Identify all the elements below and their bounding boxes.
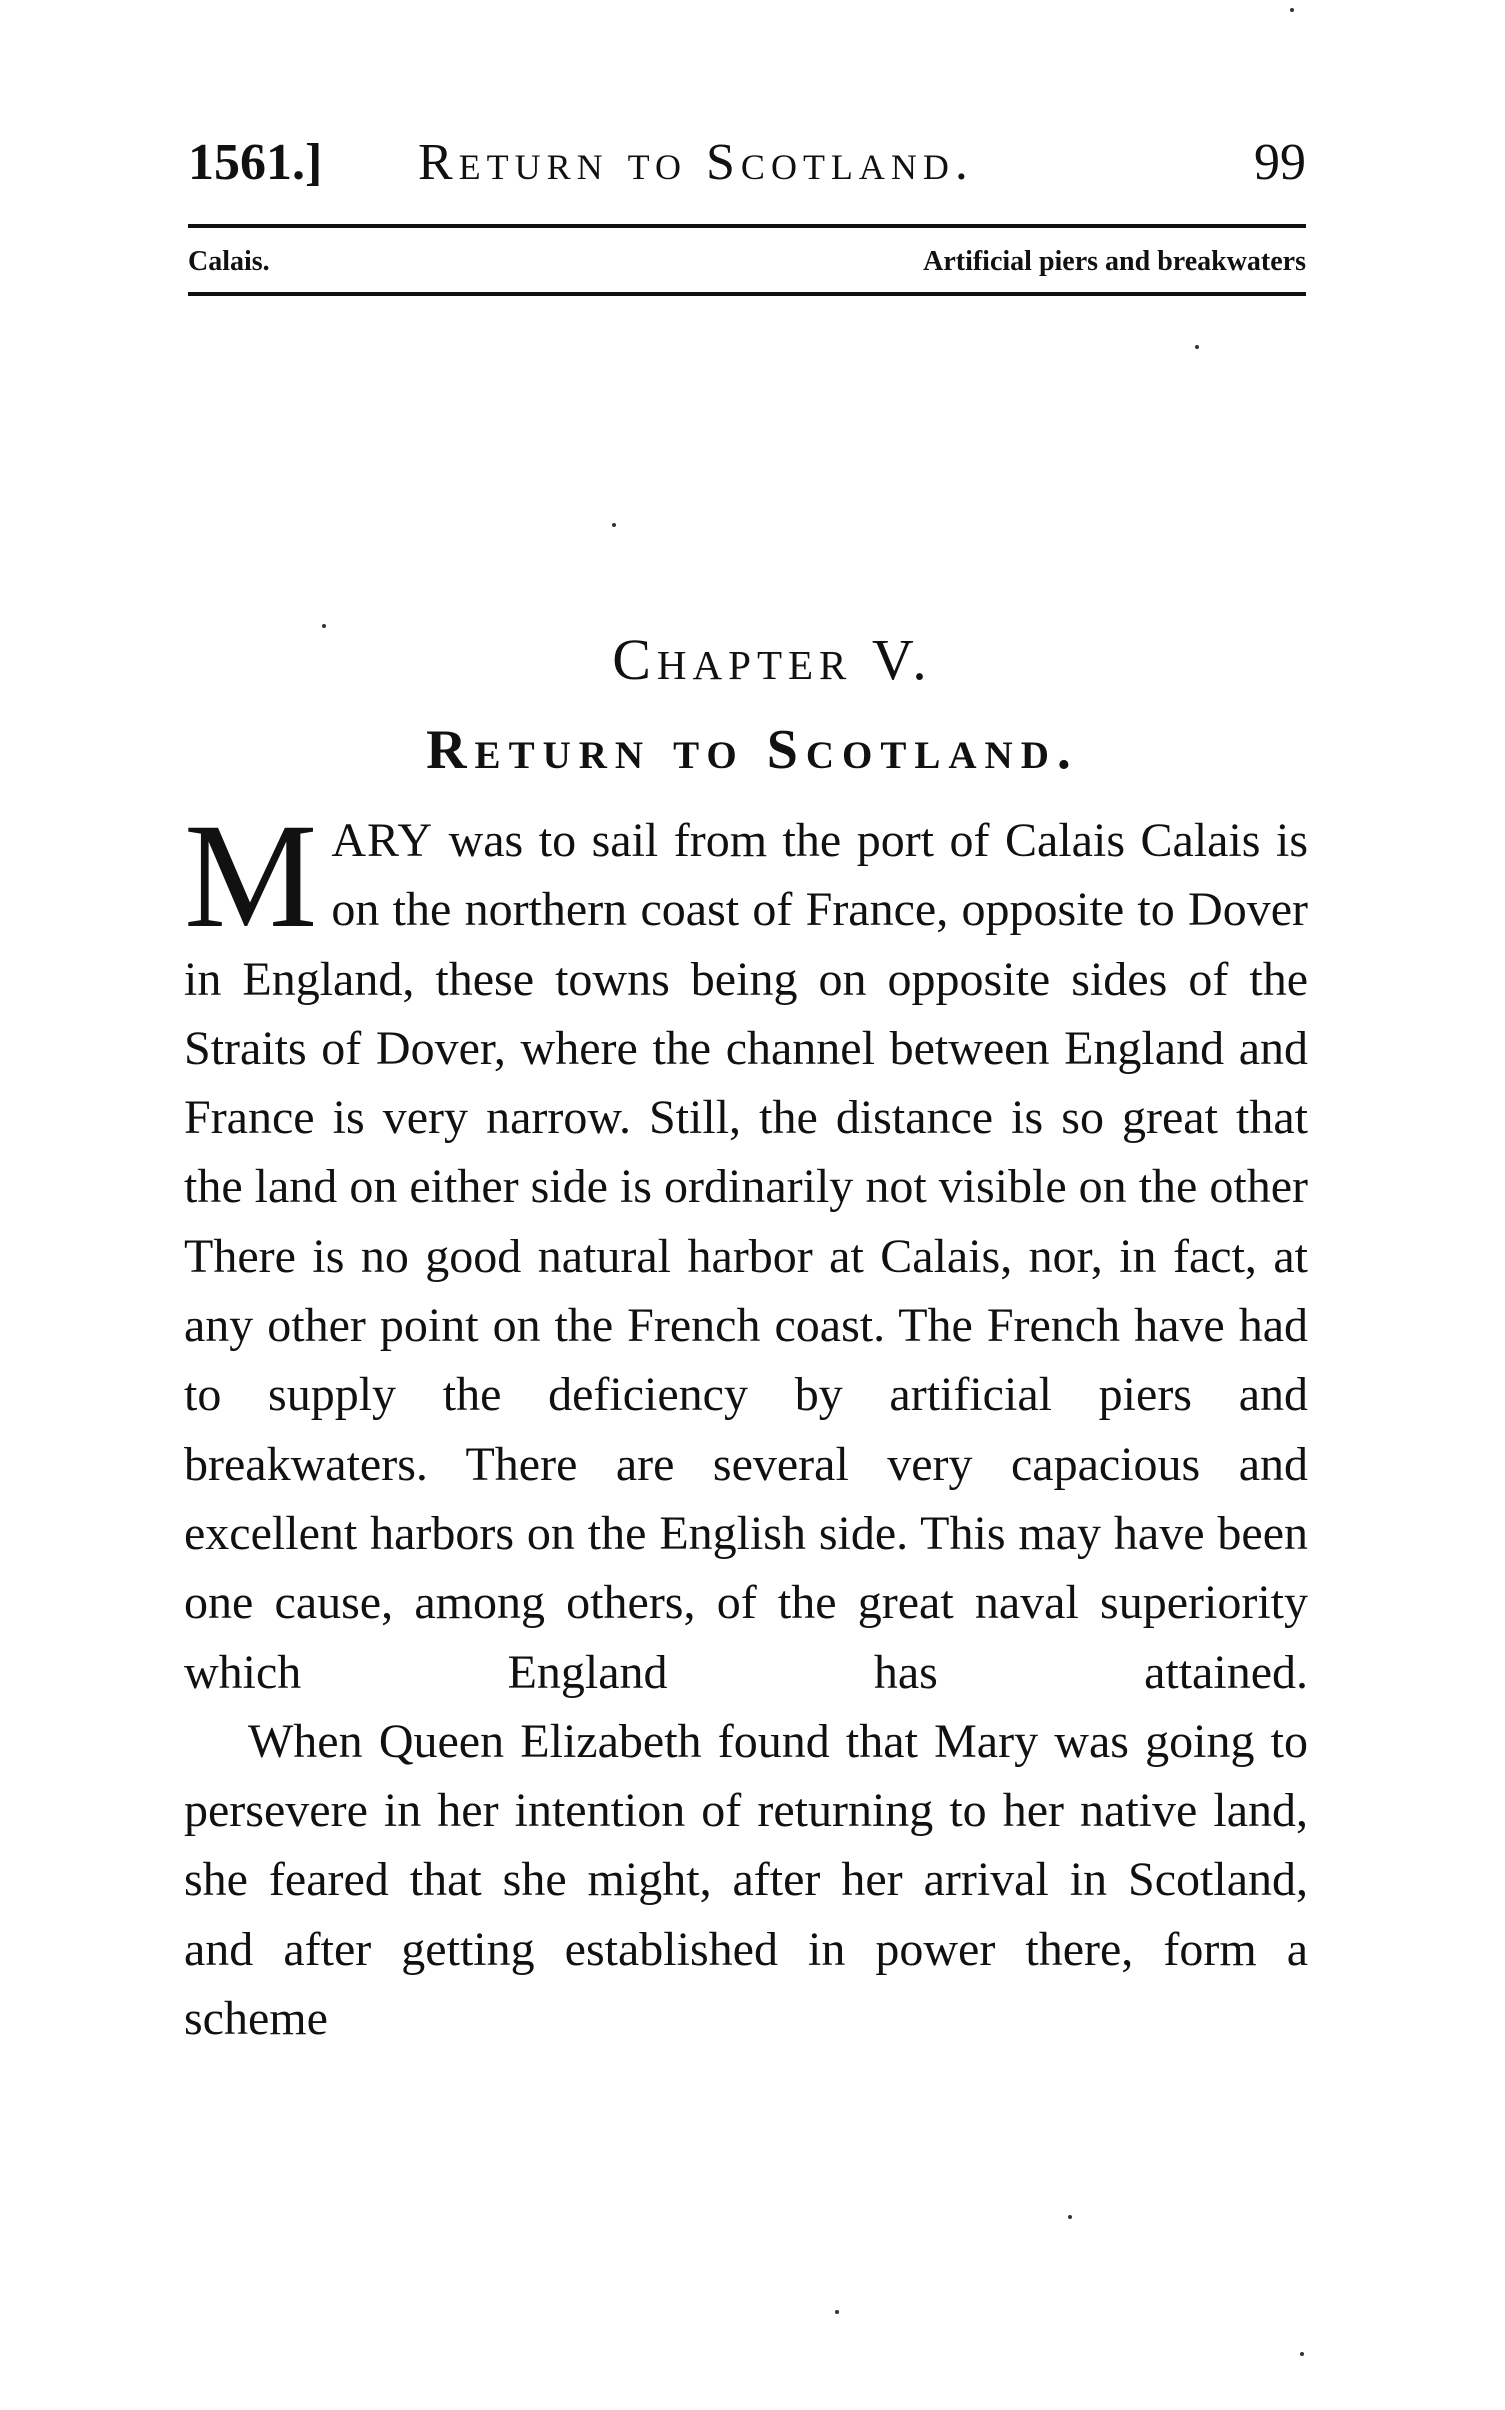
paragraph-2-text: When Queen Elizabeth found that Mary was going to persevere in her intention of returning to her native land, she feared that she might, after her arrival in Scotland, and after getting established in power there, form a scheme (184, 1714, 1308, 2046)
drop-cap: M (184, 793, 318, 959)
running-head (188, 128, 1306, 198)
paragraph-lead-caps: ARY (331, 814, 434, 867)
chapter-label: Chapter V. (612, 627, 933, 692)
header-rule-bottom (188, 292, 1306, 296)
paragraph-1-text: was to sail from the port of Calais Calais is on the northern coast of France, opposite to Dover in England, these towns being on opposite sides of the Straits of Dover, where the channel between England and France is very narrow. Still, the distance is so great that the land on either side is ordinarily not visible on the other There is no good natural harbor at Calais, nor, in fact, at any other point on the French coast. The French have had to supply the deficiency by artificial piers and breakwaters. There are several very capacious and excellent harbors on the English side. This may have been one cause, among others, of the great naval superiority which England has attained. (184, 814, 1308, 1699)
paragraph-2 (184, 1707, 1308, 2053)
marginal-notes (188, 240, 1306, 284)
body-text (184, 793, 1308, 2053)
page-number: 99 (1254, 134, 1306, 191)
running-head-year: 1561.] (188, 134, 323, 191)
sidenote-left: Calais. (188, 246, 270, 277)
paragraph-1 (184, 793, 1308, 1707)
page-speck (1068, 2215, 1072, 2219)
page-speck (835, 2310, 839, 2314)
running-head-title: Return to Scotland. (418, 134, 974, 191)
page-speck (1300, 2352, 1304, 2356)
page-speck (612, 523, 616, 527)
page-speck (1290, 8, 1294, 12)
page-speck (1195, 345, 1199, 349)
chapter-title: Return to Scotland. (426, 719, 1079, 781)
page-speck (322, 624, 326, 628)
header-rule-top (188, 224, 1306, 228)
sidenote-right: Artificial piers and breakwaters (923, 246, 1306, 277)
